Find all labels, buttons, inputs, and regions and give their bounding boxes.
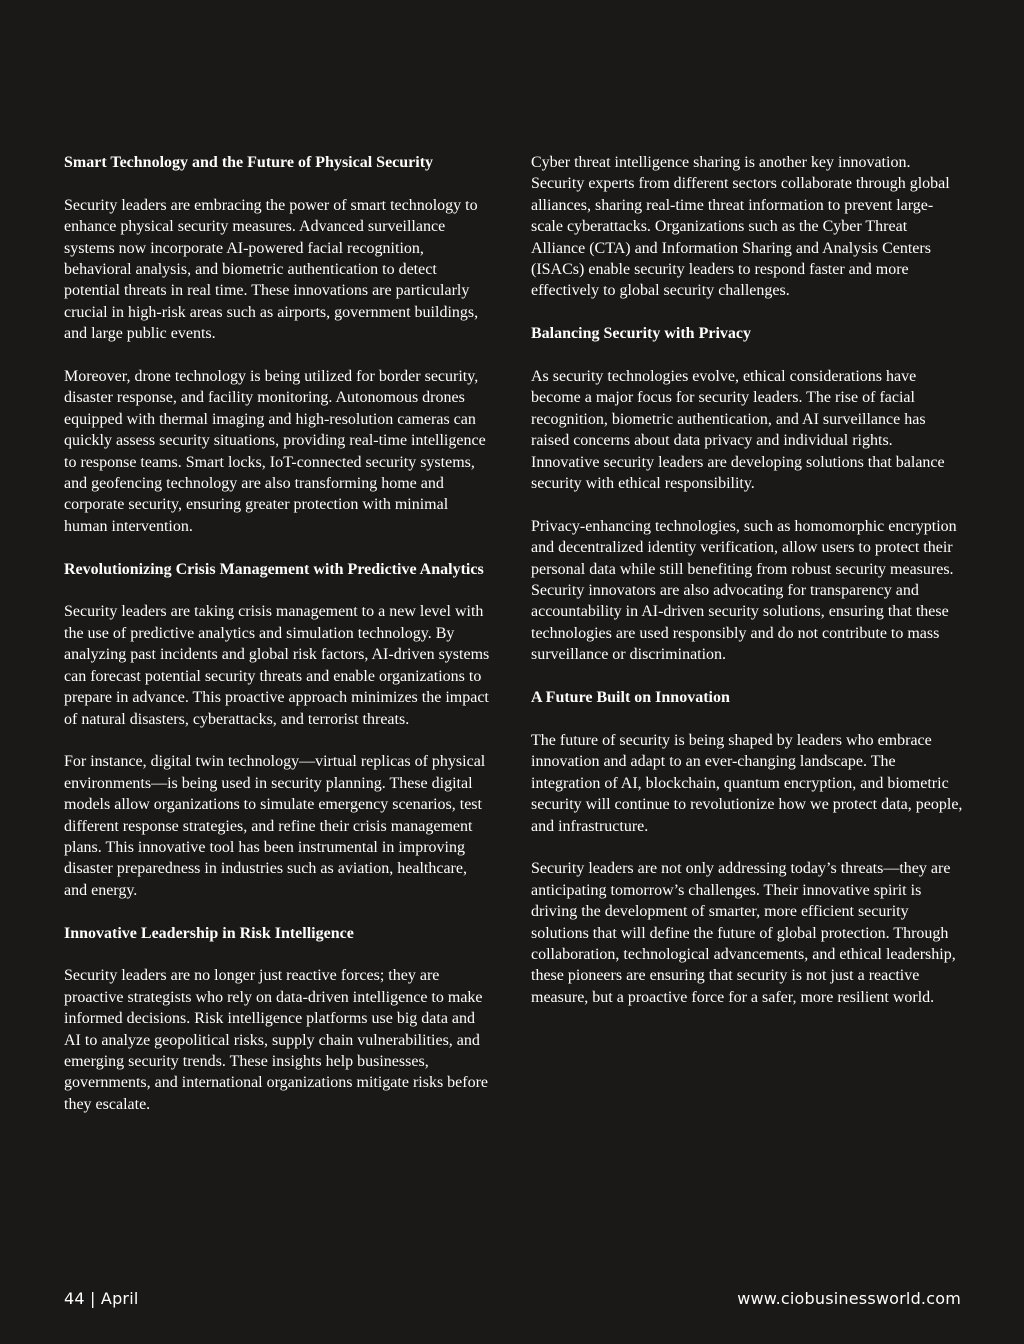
paragraph: The future of security is being shaped by leaders who embrace innovation and adapt to an ever-changing landscape. The integration of AI, blockchain, quantum encryption, and biometric security will continue to revolutionize how we protect data, people, and infrastructure. xyxy=(531,731,963,835)
paragraph: As security technologies evolve, ethical considerations have become a major focus for security leaders. The rise of facial recognition, biometric authentication, and AI surveillance has raised concerns about data privacy and individual rights. Innovative security leaders are developing solutions that balance security with ethical responsibility. xyxy=(531,368,945,493)
section-heading: Innovative Leadership in Risk Intelligence xyxy=(64,924,354,942)
section-heading: Revolutionizing Crisis Management with Predictive Analytics xyxy=(64,560,484,578)
paragraph: Security leaders are embracing the power of smart technology to enhance physical security measures. Advanced surveillance systems now incorporate AI-powered facial recognition, behavioral analysis, and biometric authentication to detect potential threats in real time. These innovations are particularly crucial in high-risk areas such as airports, government buildings, and large public events. xyxy=(64,196,479,343)
paragraph: Privacy-enhancing technologies, such as homomorphic encryption and decentralized identity verification, allow users to protect their personal data while still benefiting from robust security measures. Security innovators are also advocating for transparency and accountability in AI-driven security solutions, ensuring that these technologies are used responsibly and do not contribute to mass surveillance or discrimination. xyxy=(531,517,957,664)
left-column xyxy=(64,152,494,1137)
paragraph: Security leaders are not only addressing today’s threats—they are anticipating tomorrow’s challenges. Their innovative spirit is driving the development of smarter, more efficient security solutions that will define the future of global protection. Through collaboration, technological advancements, and ethical leadership, these pioneers are ensuring that security is not just a reactive measure, but a proactive force for a safer, more resilient world. xyxy=(531,860,956,1006)
right-column xyxy=(531,152,963,1030)
paragraph: Moreover, drone technology is being utilized for border security, disaster response, and facility monitoring. Autonomous drones equipped with thermal imaging and high-resolution cameras can quickly assess security situations, providing real-time intelligence to response teams. Smart locks, IoT-connected security systems, and geofencing technology are also transforming home and corporate security, ensuring greater protection with minimal human intervention. xyxy=(64,368,486,535)
website-link[interactable]: www.ciobusinessworld.com xyxy=(737,1289,961,1308)
paragraph: Cyber threat intelligence sharing is another key innovation. Security experts from different sectors collaborate through global alliances, sharing real-time threat information to prevent large-scale cyberattacks. Organizations such as the Cyber Threat Alliance (CTA) and Information Sharing and Analysis Centers (ISACs) enable security leaders to respond faster and more effectively to global security challenges. xyxy=(531,154,950,300)
paragraph: For instance, digital twin technology—virtual replicas of physical environments—is being used in security planning. These digital models allow organizations to simulate emergency scenarios, test different response strategies, and refine their crisis management plans. This innovative tool has been instrumental in improving disaster preparedness in industries such as aviation, healthcare, and energy. xyxy=(64,753,486,899)
page-number: 44 | April xyxy=(64,1289,139,1308)
paragraph: Security leaders are taking crisis management to a new level with the use of predictive analytics and simulation technology. By analyzing past incidents and global risk factors, AI-driven systems can forecast potential security threats and enable organizations to prepare in advance. This proactive approach minimizes the impact of natural disasters, cyberattacks, and terrorist threats. xyxy=(64,603,490,728)
section-heading: A Future Built on Innovation xyxy=(531,689,730,707)
paragraph: Security leaders are no longer just reactive forces; they are proactive strategists who rely on data-driven intelligence to make informed decisions. Risk intelligence platforms use big data and AI to analyze geopolitical risks, supply chain vulnerabilities, and emerging security trends. These insights help businesses, governments, and international organizations mitigate risks before they escalate. xyxy=(64,967,489,1113)
section-heading: Smart Technology and the Future of Physical Security xyxy=(64,154,434,171)
section-heading: Balancing Security with Privacy xyxy=(531,325,751,343)
